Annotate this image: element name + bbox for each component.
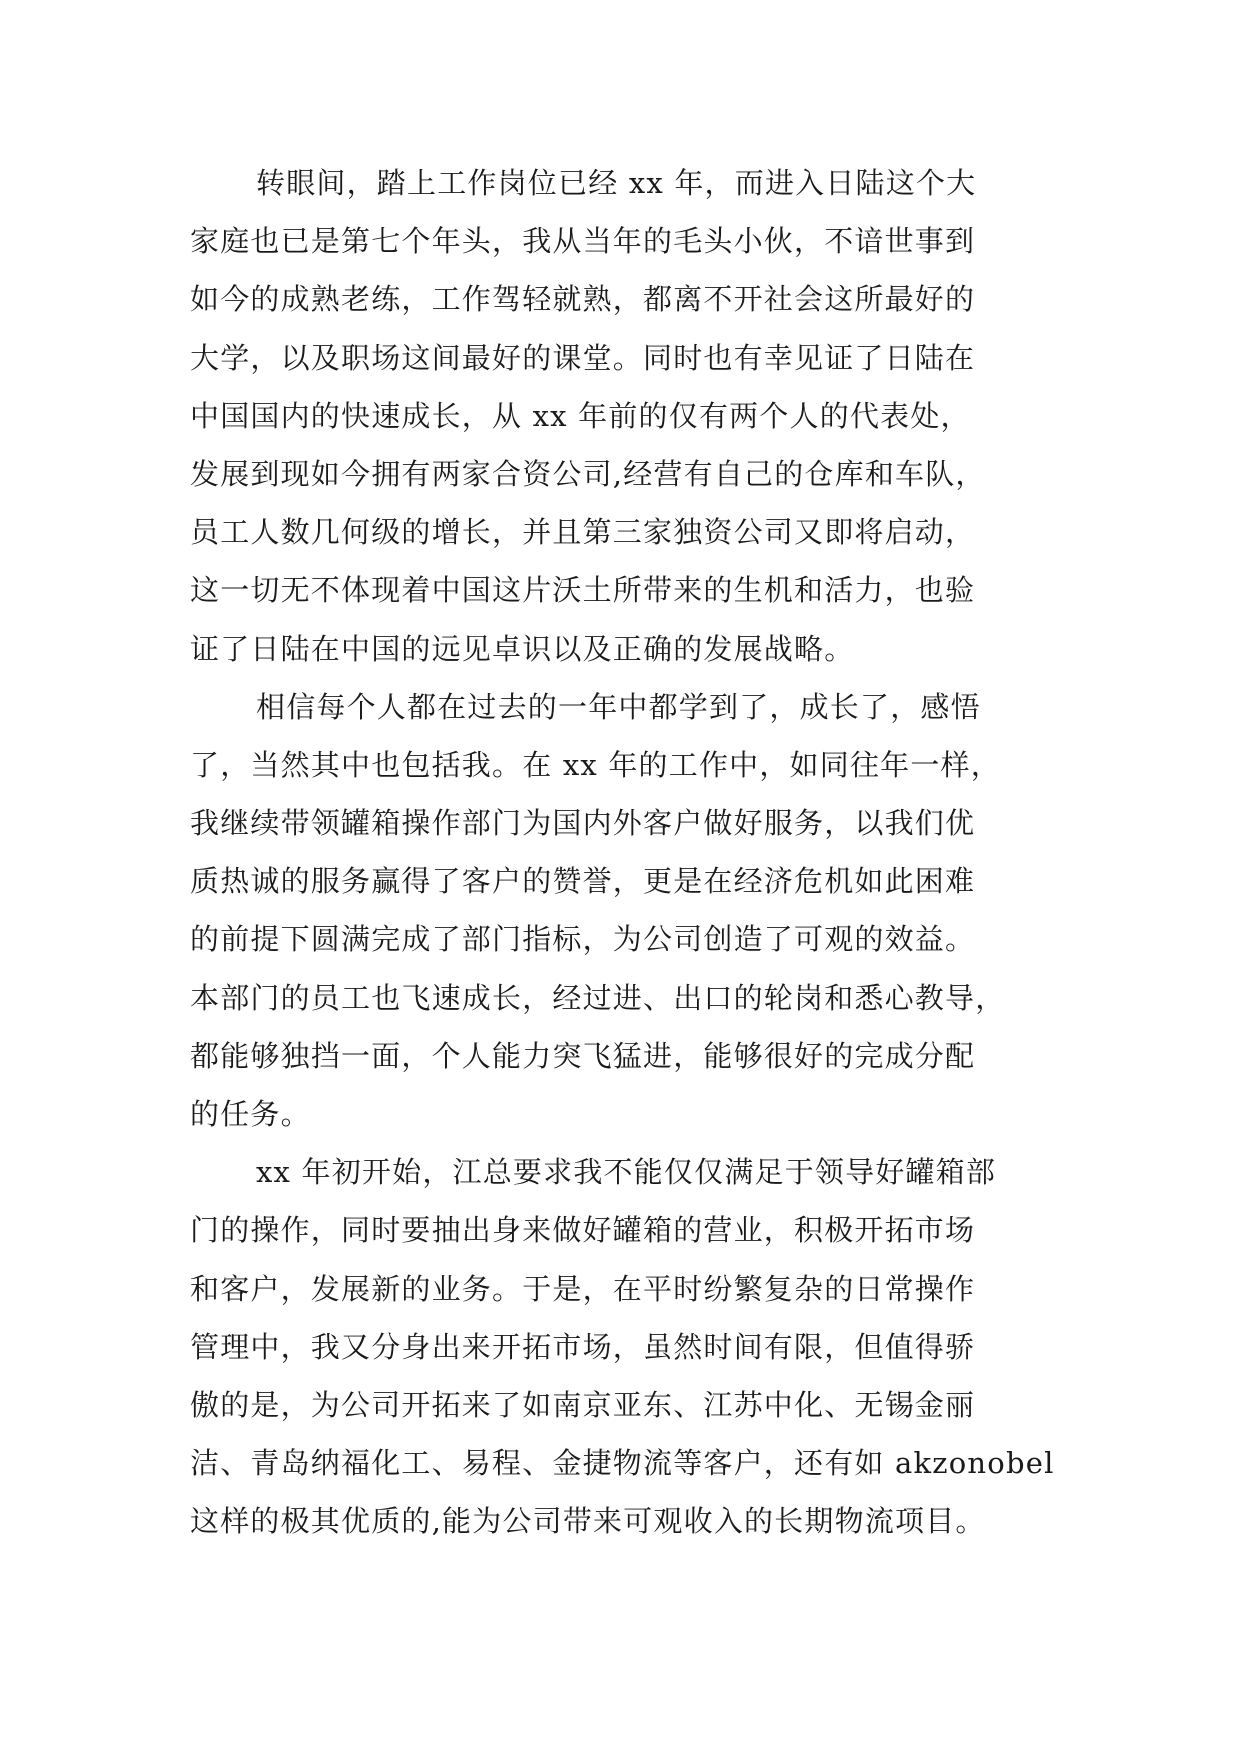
text-line: 的任务。 xyxy=(190,1097,311,1131)
text-line: 这一切无不体现着中国这片沃土所带来的生机和活力，也验 xyxy=(190,573,976,608)
text-line: 管理中，我又分身出来开拓市场，虽然时间有限，但值得骄 xyxy=(190,1329,976,1364)
document-body xyxy=(190,154,1070,1551)
text-line: 这样的极其优质的,能为公司带来可观收入的长期物流项目。 xyxy=(190,1504,986,1539)
text-line: 我继续带领罐箱操作部门为国内外客户做好服务，以我们优 xyxy=(190,806,976,841)
text-line: 和客户，发展新的业务。于是，在平时纷繁复杂的日常操作 xyxy=(190,1271,976,1306)
text-line: 了，当然其中也包括我。在 xx 年的工作中，如同往年一样， xyxy=(190,747,1001,782)
text-line: 本部门的员工也飞速成长，经过进、出口的轮岗和悉心教导， xyxy=(190,980,1006,1015)
text-line: 中国国内的快速成长，从 xx 年前的仅有两个人的代表处， xyxy=(190,398,971,433)
text-line: 都能够独挡一面，个人能力突飞猛进，能够很好的完成分配 xyxy=(190,1038,976,1073)
paragraph-2 xyxy=(190,678,1070,1144)
text-line: 洁、青岛纳福化工、易程、金捷物流等客户，还有如 akzonobel xyxy=(190,1446,1055,1481)
text-line: 的前提下圆满完成了部门指标，为公司创造了可观的效益。 xyxy=(190,922,976,957)
text-line: xx 年初开始，江总要求我不能仅仅满足于领导好罐箱部 xyxy=(256,1155,997,1190)
text-line: 如今的成熟老练，工作驾轻就熟，都离不开社会这所最好的 xyxy=(190,282,976,317)
text-line: 发展到现如今拥有两家合资公司,经营有自己的仓库和车队， xyxy=(190,456,986,491)
text-line: 家庭也已是第七个年头，我从当年的毛头小伙，不谙世事到 xyxy=(190,224,976,259)
text-line: 质热诚的服务赢得了客户的赞誉，更是在经济危机如此困难 xyxy=(190,864,976,899)
text-line: 证了日陆在中国的远见卓识以及正确的发展战略。 xyxy=(190,631,855,666)
paragraph-3 xyxy=(190,1143,1070,1550)
paragraph-1 xyxy=(190,154,1070,678)
text-line: 大学，以及职场这间最好的课堂。同时也有幸见证了日陆在 xyxy=(190,340,976,375)
text-line: 转眼间，踏上工作岗位已经 xx 年，而进入日陆这个大 xyxy=(256,166,977,200)
text-line: 傲的是，为公司开拓来了如南京亚东、江苏中化、无锡金丽 xyxy=(190,1387,976,1422)
text-line: 员工人数几何级的增长，并且第三家独资公司又即将启动， xyxy=(190,515,976,550)
text-line: 门的操作，同时要抽出身来做好罐箱的营业，积极开拓市场 xyxy=(190,1213,976,1248)
text-line: 相信每个人都在过去的一年中都学到了，成长了，感悟 xyxy=(256,689,981,724)
